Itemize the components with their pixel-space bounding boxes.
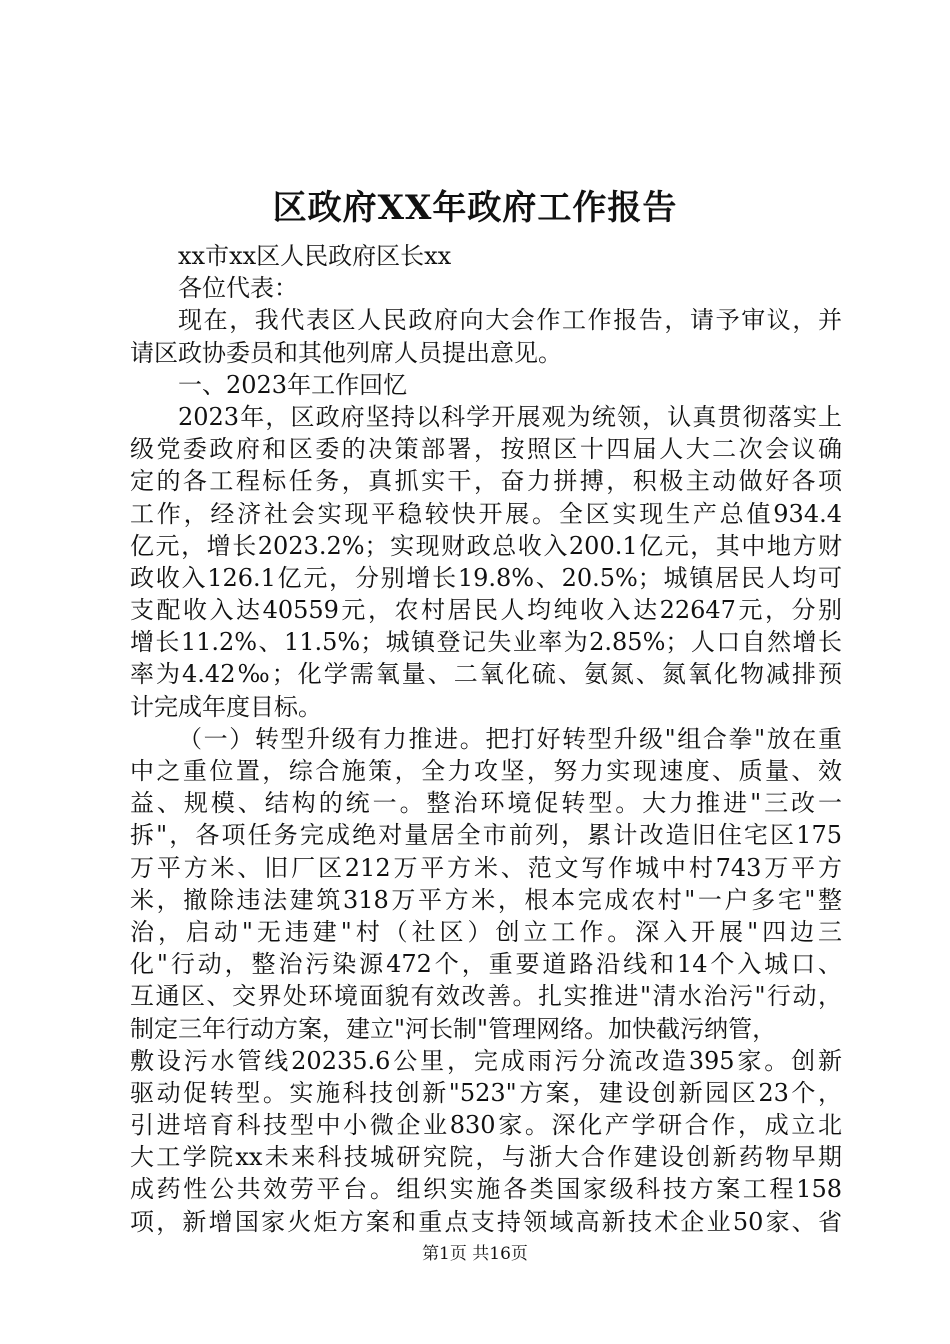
text-line: 互通区、交界处环境面貌有效改善。扎实推进"清水治污"行动，	[130, 982, 842, 1011]
text-line: 定的各工程标任务，真抓实干，奋力拼搏，积极主动做好各项	[130, 467, 842, 496]
section-heading: 一、2023年工作回忆	[178, 370, 408, 399]
text-line: 中之重位置，综合施策，全力攻坚，努力实现速度、质量、效	[130, 757, 842, 785]
text-line: 现在，我代表区人民政府向大会作工作报告，请予审议，并	[178, 306, 842, 335]
text-line: 计完成年度目标。	[130, 692, 322, 721]
text-line: 2023年，区政府坚持以科学开展观为统领，认真贯彻落实上	[178, 402, 842, 431]
document-body	[130, 240, 842, 1238]
text-line: 驱动促转型。实施科技创新"523"方案，建设创新园区23个，	[130, 1078, 842, 1107]
text-line: 级党委政府和区委的决策部署，按照区十四届人大二次会议确	[130, 435, 842, 464]
text-line: 米，撤除违法建筑318万平方米，根本完成农村"一户多宅"整	[130, 885, 842, 914]
text-line: 请区政协委员和其他列席人员提出意见。	[130, 338, 562, 367]
text-line: 成药性公共效劳平台。组织实施各类国家级科技方案工程158	[130, 1175, 842, 1204]
text-line: 拆"，各项任务完成绝对量居全市前列，累计改造旧住宅区175	[130, 821, 842, 850]
text-line: 制定三年行动方案，建立"河长制"管理网络。加快截污纳管，	[130, 1014, 777, 1043]
text-line: 亿元，增长2023.2%；实现财政总收入200.1亿元，其中地方财	[130, 531, 842, 560]
text-line: 项，新增国家火炬方案和重点支持领域高新技术企业50家、省	[130, 1207, 842, 1236]
text-line: 化"行动，整治污染源472个，重要道路沿线和14个入城口、	[130, 950, 842, 979]
text-line: 支配收入达40559元，农村居民人均纯收入达22647元，分别	[130, 596, 842, 625]
text-line: 敷设污水管线20235.6公里，完成雨污分流改造395家。创新	[130, 1046, 842, 1075]
text-line: 率为4.42‰；化学需氧量、二氧化硫、氨氮、氮氧化物减排预	[130, 660, 842, 689]
text-line: 工作，经济社会实现平稳较快开展。全区实现生产总值934.4	[130, 499, 842, 528]
text-line: 政收入126.1亿元，分别增长19.8%、20.5%；城镇居民人均可	[130, 563, 842, 592]
author-line: xx市xx区人民政府区长xx	[178, 242, 452, 270]
text-line: 益、规模、结构的统一。整治环境促转型。大力推进"三改一	[130, 789, 842, 818]
text-line: 大工学院xx未来科技城研究院，与浙大合作建设创新药物早期	[130, 1143, 842, 1172]
text-line: 治，启动"无违建"村（社区）创立工作。深入开展"四边三	[130, 917, 842, 946]
page-footer	[0, 1243, 950, 1265]
document-title: 区政府XX年政府工作报告	[272, 188, 678, 228]
text-line: 引进培育科技型中小微企业830家。深化产学研合作，成立北	[130, 1111, 842, 1140]
text-line: 增长11.2%、11.5%；城镇登记失业率为2.85%；人口自然增长	[130, 628, 842, 657]
salutation-line: 各位代表：	[178, 274, 298, 303]
text-line: （一）转型升级有力推进。把打好转型升级"组合拳"放在重	[178, 724, 842, 753]
text-line: 万平方米、旧厂区212万平方米、范文写作城中村743万平方	[130, 853, 842, 882]
page-number: 第1页 共16页	[422, 1244, 528, 1264]
